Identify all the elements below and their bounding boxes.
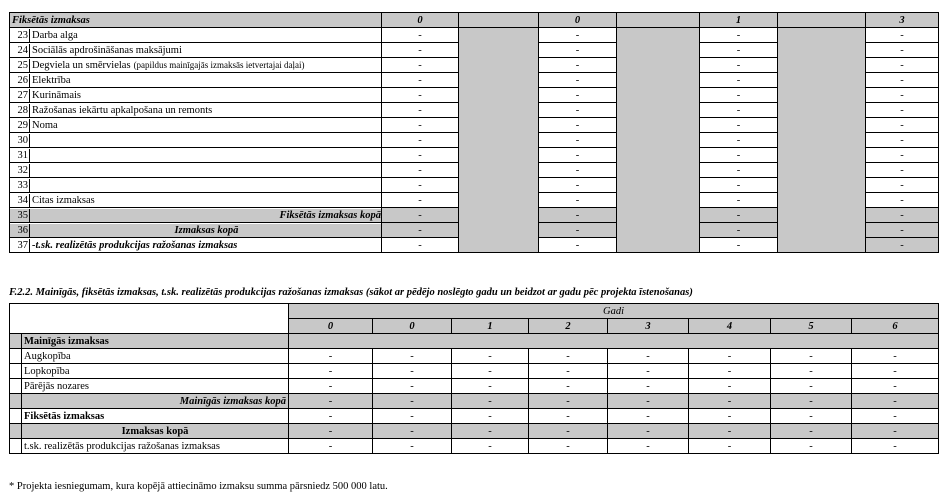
footnote: * Projekta iesniegumam, kura kopējā attiecināmo izmaksu summa pārsniedz 500 000 latu.: [9, 481, 388, 492]
value-cell: -: [866, 133, 939, 148]
value-cell: -: [289, 409, 373, 424]
row-label-cell: [10, 238, 382, 253]
row-label-cell: [10, 28, 382, 43]
row-number: 23: [10, 29, 30, 42]
value-cell: -: [373, 409, 452, 424]
fixed-costs-header-col: 0: [382, 13, 459, 28]
value-cell: -: [689, 439, 771, 454]
table-row: [10, 364, 939, 379]
row-number: 35: [10, 209, 30, 222]
table-row: [10, 334, 939, 349]
row-label-cell: [10, 73, 382, 88]
value-cell: -: [866, 163, 939, 178]
value-cell: -: [689, 394, 771, 409]
value-cell: -: [289, 424, 373, 439]
row-marker: [10, 334, 22, 349]
row-label: Sociālās apdrošināšanas maksājumi: [32, 44, 182, 56]
value-cell: -: [529, 409, 608, 424]
value-cell: -: [382, 163, 459, 178]
row-label: Kurināmais: [32, 89, 81, 101]
year-header: 0: [373, 319, 452, 334]
value-cell: -: [539, 238, 617, 253]
value-cell: -: [382, 118, 459, 133]
row-number: 29: [10, 119, 30, 132]
row-label: t.sk. realizētās produkcijas ražošanas izmaksas: [22, 439, 289, 454]
value-cell: -: [700, 163, 778, 178]
value-cell: -: [866, 28, 939, 43]
value-cell: -: [289, 394, 373, 409]
value-cell: -: [539, 73, 617, 88]
value-cell: -: [689, 379, 771, 394]
row-number: 27: [10, 89, 30, 102]
years-group-header: Gadi: [289, 304, 939, 319]
year-header: 4: [689, 319, 771, 334]
table-row: [10, 379, 939, 394]
fixed-costs-header-col: 3: [866, 13, 939, 28]
row-label-cell: [10, 133, 382, 148]
year-header: 3: [608, 319, 689, 334]
table-row: [10, 394, 939, 409]
value-cell: -: [289, 364, 373, 379]
costs-by-year-table: [9, 303, 939, 454]
year-header: 6: [852, 319, 939, 334]
value-cell: -: [382, 133, 459, 148]
row-number: 32: [10, 164, 30, 177]
value-cell: -: [700, 148, 778, 163]
row-label: Citas izmaksas: [32, 194, 95, 206]
value-cell: -: [529, 364, 608, 379]
value-cell: -: [289, 379, 373, 394]
value-cell: -: [700, 208, 778, 223]
value-cell: -: [373, 394, 452, 409]
row-marker: [10, 349, 22, 364]
year-header: 5: [771, 319, 852, 334]
row-label: Augkopība: [22, 349, 289, 364]
value-cell: -: [539, 178, 617, 193]
value-cell: -: [689, 349, 771, 364]
row-number: 30: [10, 134, 30, 147]
year-header: 2: [529, 319, 608, 334]
value-cell: -: [452, 439, 529, 454]
value-cell: -: [539, 148, 617, 163]
value-cell: -: [852, 364, 939, 379]
row-marker: [10, 364, 22, 379]
row-label-cell: [10, 208, 382, 223]
row-label-cell: [10, 178, 382, 193]
value-cell: -: [373, 379, 452, 394]
value-cell: -: [529, 424, 608, 439]
value-cell: -: [382, 88, 459, 103]
value-cell: -: [771, 439, 852, 454]
row-number: 28: [10, 104, 30, 117]
value-cell: -: [529, 439, 608, 454]
value-cell: -: [866, 88, 939, 103]
value-cell: -: [700, 178, 778, 193]
row-number: 26: [10, 74, 30, 87]
value-cell: -: [452, 379, 529, 394]
section-fill: [289, 334, 939, 349]
table-caption: F.2.2. Mainīgās, fiksētās izmaksas, t.sk. realizētās produkcijas ražošanas izmaksas (sākot ar pēdējo noslēgto gadu un beidzot ar gadu pēc projekta īstenošanas): [9, 287, 693, 298]
value-cell: -: [373, 364, 452, 379]
fixed-costs-table: [9, 12, 939, 253]
row-label: Noma: [32, 119, 58, 131]
value-cell: -: [700, 133, 778, 148]
value-cell: -: [373, 439, 452, 454]
fixed-costs-header-col: [459, 13, 539, 28]
row-label: Ražošanas iekārtu apkalpošana un remonts: [32, 104, 213, 116]
value-cell: -: [700, 238, 778, 253]
value-cell: -: [866, 73, 939, 88]
value-cell: -: [539, 163, 617, 178]
value-cell: -: [608, 364, 689, 379]
value-cell: -: [289, 349, 373, 364]
year-header: 1: [452, 319, 529, 334]
row-label: Izmaksas kopā: [174, 224, 239, 236]
value-cell: -: [866, 58, 939, 73]
value-cell: -: [608, 394, 689, 409]
table-row: [10, 409, 939, 424]
fixed-costs-header-col: 1: [700, 13, 778, 28]
value-cell: -: [382, 178, 459, 193]
value-cell: -: [866, 103, 939, 118]
value-cell: -: [539, 28, 617, 43]
value-cell: -: [608, 439, 689, 454]
fixed-costs-header-col: [778, 13, 866, 28]
row-label: Mainīgās izmaksas kopā: [22, 394, 289, 409]
value-cell: -: [771, 379, 852, 394]
row-marker: [10, 439, 22, 454]
value-cell: -: [539, 88, 617, 103]
value-cell: -: [866, 148, 939, 163]
value-cell: -: [382, 103, 459, 118]
row-note: (papildus mainīgajās izmaksās ietvertajai daļai): [133, 59, 305, 70]
value-cell: -: [539, 103, 617, 118]
spacer-cell: [778, 28, 866, 253]
year-header: 0: [289, 319, 373, 334]
row-label-cell: [10, 43, 382, 58]
value-cell: -: [382, 43, 459, 58]
value-cell: -: [771, 364, 852, 379]
value-cell: -: [689, 409, 771, 424]
value-cell: -: [529, 394, 608, 409]
value-cell: -: [529, 379, 608, 394]
value-cell: -: [852, 379, 939, 394]
value-cell: -: [771, 349, 852, 364]
value-cell: -: [689, 364, 771, 379]
row-label: Pārējās nozares: [22, 379, 289, 394]
value-cell: -: [289, 439, 373, 454]
row-marker: [10, 424, 22, 439]
row-label: Degviela un smērvielas: [32, 59, 131, 71]
value-cell: -: [608, 349, 689, 364]
value-cell: -: [852, 424, 939, 439]
row-number: 25: [10, 59, 30, 72]
row-label: Izmaksas kopā: [22, 424, 289, 439]
row-label-cell: [10, 58, 382, 73]
row-label: Fiksētās izmaksas: [22, 409, 289, 424]
value-cell: -: [539, 193, 617, 208]
value-cell: -: [866, 43, 939, 58]
row-number: 33: [10, 179, 30, 192]
row-number: 34: [10, 194, 30, 207]
row-marker: [10, 409, 22, 424]
table-row: [10, 28, 939, 43]
value-cell: -: [700, 73, 778, 88]
row-label-cell: [10, 103, 382, 118]
value-cell: -: [539, 223, 617, 238]
value-cell: -: [700, 193, 778, 208]
value-cell: -: [852, 349, 939, 364]
value-cell: -: [700, 223, 778, 238]
row-number: 24: [10, 44, 30, 57]
fixed-costs-header-label: Fiksētās izmaksas: [10, 13, 382, 28]
value-cell: -: [866, 208, 939, 223]
value-cell: -: [382, 148, 459, 163]
value-cell: -: [852, 439, 939, 454]
row-label-cell: [10, 163, 382, 178]
value-cell: -: [452, 349, 529, 364]
value-cell: -: [539, 208, 617, 223]
row-number: 36: [10, 224, 30, 237]
row-label: Lopkopība: [22, 364, 289, 379]
value-cell: -: [866, 178, 939, 193]
row-label: Darba alga: [32, 29, 78, 41]
value-cell: -: [866, 193, 939, 208]
row-label-cell: [10, 223, 382, 238]
row-label-cell: [10, 148, 382, 163]
value-cell: -: [700, 88, 778, 103]
value-cell: -: [771, 409, 852, 424]
value-cell: -: [382, 193, 459, 208]
value-cell: -: [700, 28, 778, 43]
value-cell: -: [689, 424, 771, 439]
value-cell: -: [382, 73, 459, 88]
value-cell: -: [373, 349, 452, 364]
value-cell: -: [373, 424, 452, 439]
spacer-cell: [459, 28, 539, 253]
value-cell: -: [382, 238, 459, 253]
value-cell: -: [452, 409, 529, 424]
row-number: 31: [10, 149, 30, 162]
fixed-costs-header-col: [617, 13, 700, 28]
value-cell: -: [382, 208, 459, 223]
value-cell: -: [452, 394, 529, 409]
value-cell: -: [452, 424, 529, 439]
value-cell: -: [539, 118, 617, 133]
value-cell: -: [452, 364, 529, 379]
row-marker: [10, 394, 22, 409]
value-cell: -: [866, 118, 939, 133]
value-cell: -: [852, 394, 939, 409]
row-label: Mainīgās izmaksas: [22, 334, 289, 349]
fixed-costs-header-row: [10, 13, 939, 28]
value-cell: -: [866, 238, 939, 253]
row-label-cell: [10, 88, 382, 103]
value-cell: -: [700, 103, 778, 118]
spacer-cell: [617, 28, 700, 253]
value-cell: -: [852, 409, 939, 424]
row-label: Elektrība: [32, 74, 71, 86]
row-marker: [10, 379, 22, 394]
row-label-cell: [10, 193, 382, 208]
value-cell: -: [608, 409, 689, 424]
value-cell: -: [700, 43, 778, 58]
row-label: Fiksētās izmaksas kopā: [279, 209, 381, 221]
value-cell: -: [608, 424, 689, 439]
row-number: 37: [10, 239, 30, 252]
value-cell: -: [539, 133, 617, 148]
blank-header: [10, 304, 289, 334]
table-row: [10, 424, 939, 439]
value-cell: -: [866, 223, 939, 238]
table-row: [10, 349, 939, 364]
fixed-costs-header-col: 0: [539, 13, 617, 28]
value-cell: -: [382, 28, 459, 43]
value-cell: -: [700, 58, 778, 73]
value-cell: -: [771, 424, 852, 439]
value-cell: -: [700, 118, 778, 133]
value-cell: -: [529, 349, 608, 364]
row-label-cell: [10, 118, 382, 133]
value-cell: -: [382, 223, 459, 238]
value-cell: -: [539, 43, 617, 58]
value-cell: -: [608, 379, 689, 394]
value-cell: -: [382, 58, 459, 73]
table-row: [10, 439, 939, 454]
years-header-row: [10, 304, 939, 319]
row-label: -t.sk. realizētās produkcijas ražošanas izmaksas: [32, 239, 238, 251]
value-cell: -: [771, 394, 852, 409]
value-cell: -: [539, 58, 617, 73]
